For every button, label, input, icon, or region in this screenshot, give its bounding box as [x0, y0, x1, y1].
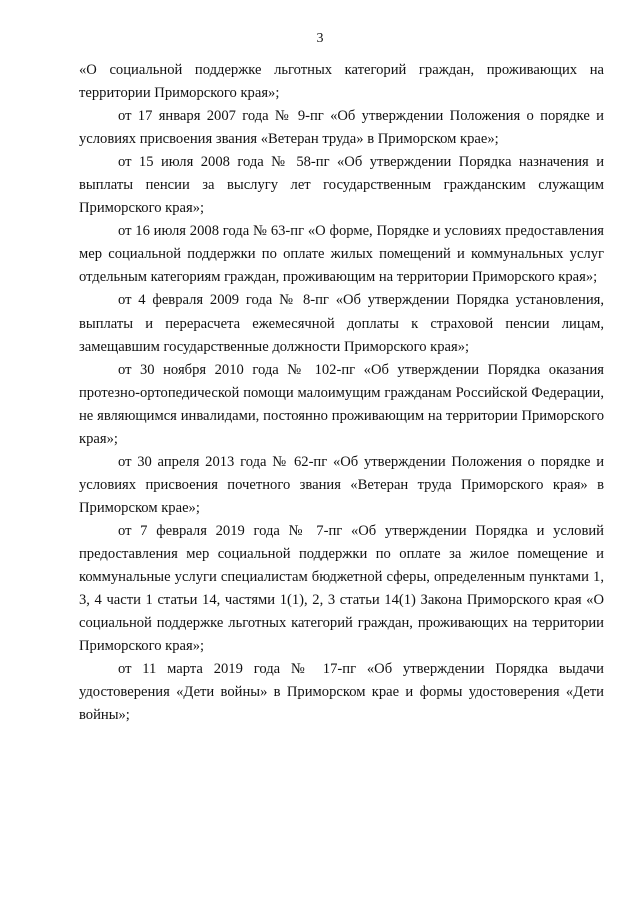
paragraph-continuation: «О социальной поддержке льготных категорий граждан, проживающих на территории Приморского края»; [79, 62, 604, 102]
paragraph-resolution-17-pg: от 11 марта 2019 года № 17-пг «Об утверждении Порядка выдачи удостоверения «Дети войны» в Приморском крае и формы удостоверения «Дети войны»; [79, 661, 604, 724]
paragraph-resolution-63-pg: от 16 июля 2008 года № 63-пг «О форме, Порядке и условиях предоставления мер социальной поддержки по оплате жилых помещений и коммунальных услуг отдельным категориям граждан, проживающим на территории Приморского края»; [79, 223, 604, 286]
paragraph-resolution-8-pg: от 4 февраля 2009 года № 8-пг «Об утверждении Порядка установления, выплаты и перерасчета ежемесячной доплаты к страховой пенсии лицам, замещавшим государственные должности Приморского края»; [79, 292, 604, 355]
paragraph-resolution-7-pg: от 7 февраля 2019 года № 7-пг «Об утверждении Порядка и условий предоставления мер социальной поддержки по оплате за жилое помещение и коммунальные услуги специалистам бюджетной сферы, определенным пунктами 1, 3, 4 части 1 статьи 14, частями 1(1), 2, 3 статьи 14(1) Закона Приморского края «О социальной поддержке льготных категорий граждан, проживающих на территории Приморского края»; [79, 522, 604, 655]
document-body [79, 59, 604, 727]
paragraph-resolution-62-pg: от 30 апреля 2013 года № 62-пг «Об утверждении Положения о порядке и условиях присвоения почетного звания «Ветеран труда Приморского края» в Приморском крае»; [79, 453, 604, 516]
paragraph-resolution-102-pg: от 30 ноября 2010 года № 102-пг «Об утверждении Порядка оказания протезно-ортопедической помощи малоимущим гражданам Российской Федерации, не являющимся инвалидами, постоянно проживающим на территории Приморского края»; [79, 361, 604, 447]
page-number: 3 [316, 31, 324, 46]
paragraph-resolution-58-pg: от 15 июля 2008 года № 58-пг «Об утверждении Порядка назначения и выплаты пенсии за выслугу лет государственным гражданским служащим Приморского края»; [79, 154, 604, 217]
paragraph-resolution-9-pg: от 17 января 2007 года № 9-пг «Об утверждении Положения о порядке и условиях присвоения звания «Ветеран труда» в Приморском крае»; [79, 108, 604, 148]
